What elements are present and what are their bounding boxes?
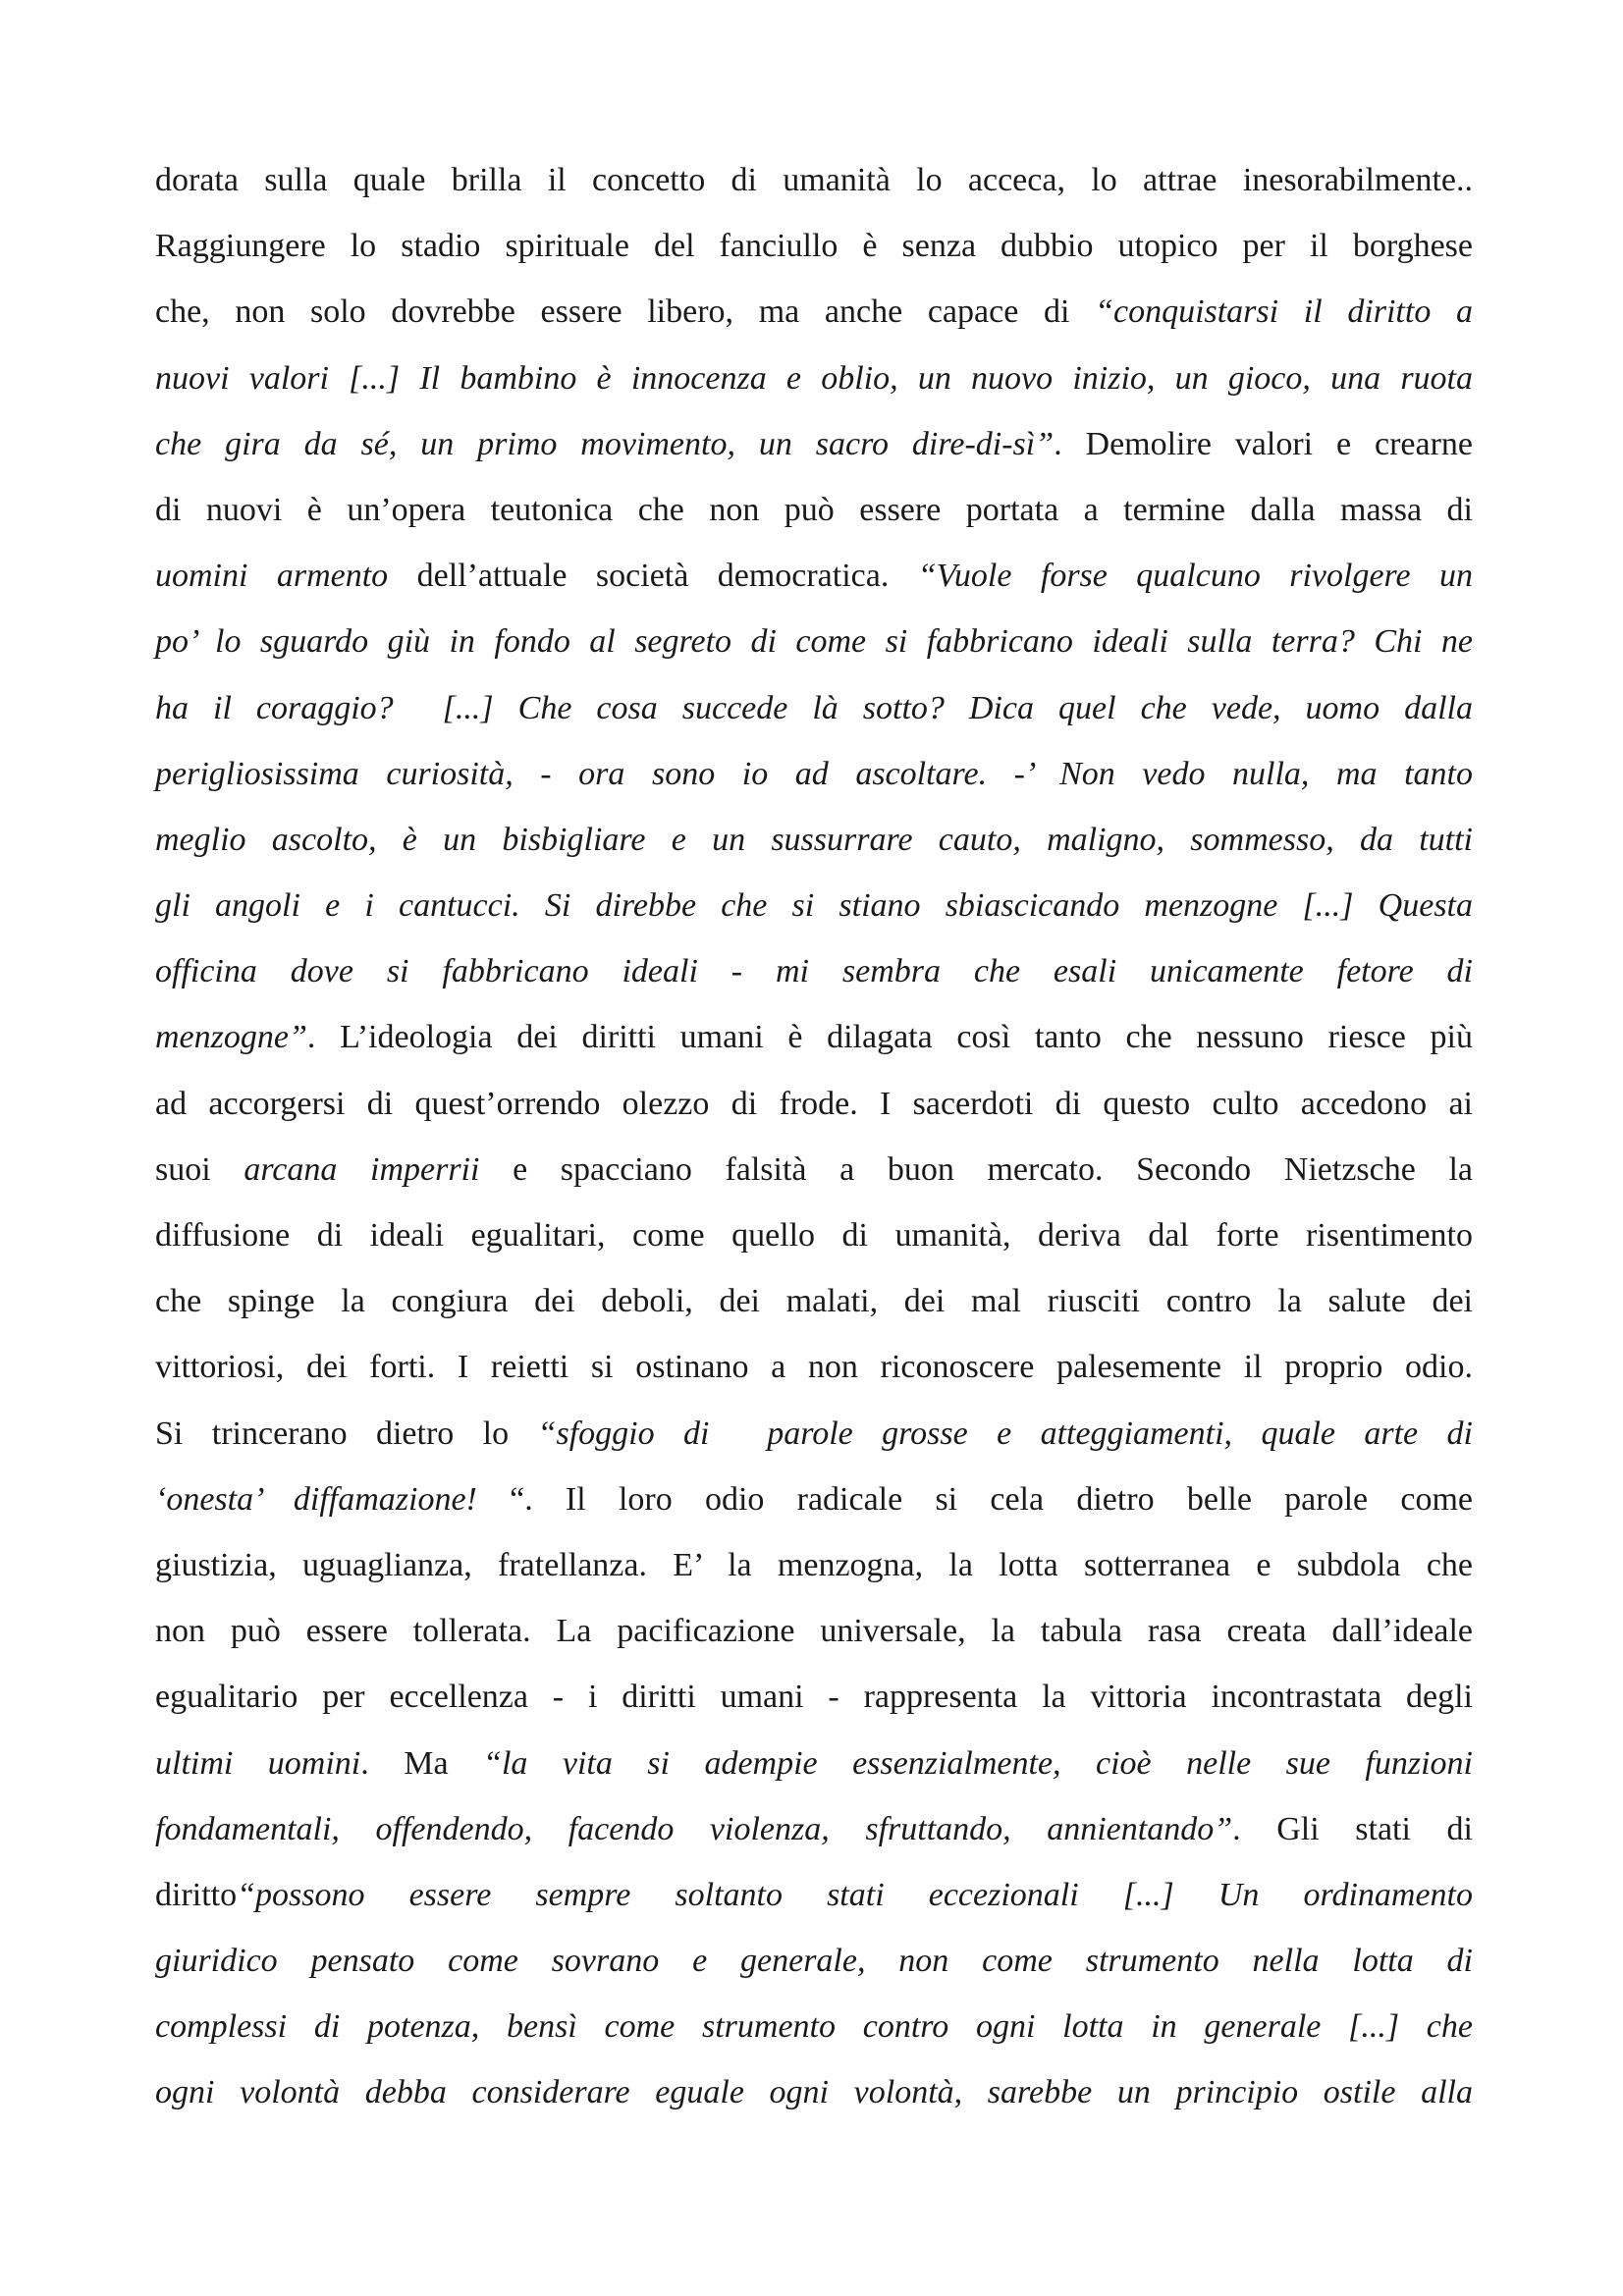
text-line — [155, 1467, 1473, 1532]
italic-quote-segment: uomini armento — [155, 558, 389, 595]
italic-quote-segment: fondamentali, offendendo, facendo violenza, sfruttando, annientando” — [155, 1810, 1233, 1847]
italic-quote-segment: “Vuole forse qualcuno rivolgere un — [917, 558, 1473, 595]
italic-quote-segment: “conquistarsi il diritto a — [1095, 294, 1473, 331]
text-segment: non può essere tollerata. La pacificazione universale, la tabula rasa creata dall’ideale — [155, 1613, 1473, 1650]
text-line — [155, 1928, 1473, 1994]
text-body — [155, 147, 1473, 2126]
text-line — [155, 1268, 1473, 1334]
text-segment: Si trincerano dietro lo — [155, 1415, 538, 1452]
text-line — [155, 213, 1473, 279]
text-segment: Raggiungere lo stadio spirituale del fanciullo è senza dubbio utopico per il borghese — [155, 228, 1473, 265]
text-segment: suoi — [155, 1150, 244, 1188]
text-segment: vittoriosi, dei forti. I reietti si ostinano a non riconoscere palesemente il proprio odio. — [155, 1349, 1473, 1386]
text-line — [155, 346, 1473, 411]
italic-quote-segment: ‘onesta’ diffamazione! — [155, 1480, 511, 1518]
text-line — [155, 741, 1473, 807]
text-segment: diffusione di ideali egualitari, come quello di umanità, deriva dal forte risentimento — [155, 1217, 1473, 1254]
text-line — [155, 1137, 1473, 1202]
text-line — [155, 543, 1473, 609]
text-segment: dell’attuale società democratica. — [388, 558, 918, 595]
document-page — [155, 147, 1473, 2126]
text-line — [155, 411, 1473, 477]
text-line — [155, 147, 1473, 213]
text-line — [155, 477, 1473, 543]
italic-quote-segment: che gira da sé, un primo movimento, un sacro dire-di-sì” — [155, 425, 1055, 462]
text-segment: che, non solo dovrebbe essere libero, ma anche capace di — [155, 294, 1096, 331]
text-line — [155, 1532, 1473, 1598]
text-segment: . Demolire valori e crearne — [1054, 425, 1474, 462]
text-line — [155, 609, 1473, 674]
text-line — [155, 1731, 1473, 1796]
italic-quote-segment: gli angoli e i cantucci. Si direbbe che si stiano sbiascicando menzogne [...] Questa — [155, 887, 1473, 925]
italic-quote-segment: menzogne” — [155, 1019, 307, 1056]
text-segment: . L’ideologia dei diritti umani è dilagata così tanto che nessuno riesce più — [306, 1019, 1473, 1056]
italic-quote-segment: nuovi valori [...] Il bambino è innocenza e oblio, un nuovo inizio, un gioco, una ruota — [155, 359, 1473, 397]
text-segment: e spacciano falsità a buon mercato. Secondo Nietzsche la — [479, 1150, 1474, 1188]
text-line — [155, 1598, 1473, 1664]
italic-quote-segment: officina dove si fabbricano ideali - mi sembra che esali unicamente fetore di — [155, 953, 1473, 990]
italic-quote-segment: giuridico pensato come sovrano e generale, non come strumento nella lotta di — [155, 1943, 1473, 1980]
text-line — [155, 2059, 1473, 2125]
text-line — [155, 675, 1473, 741]
text-line — [155, 1664, 1473, 1730]
text-segment: . Gli stati di — [1232, 1810, 1473, 1847]
italic-quote-segment: perigliosissima curiosità, - ora sono io ad ascoltare. -’ Non vedo nulla, ma tanto — [155, 755, 1473, 792]
text-line — [155, 1202, 1473, 1268]
text-segment: “. Il loro odio radicale si cela dietro belle parole come — [510, 1480, 1473, 1518]
italic-quote-segment: ogni volontà debba considerare eguale ogni volontà, sarebbe un principio ostile alla — [155, 2074, 1473, 2111]
text-line — [155, 1862, 1473, 1928]
italic-quote-segment: meglio ascolto, è un bisbigliare e un sussurrare cauto, maligno, sommesso, da tutti — [155, 821, 1473, 858]
text-segment: ad accorgersi di quest’orrendo olezzo di frode. I sacerdoti di questo culto accedono ai — [155, 1085, 1473, 1122]
text-line — [155, 1994, 1473, 2059]
text-line — [155, 1334, 1473, 1400]
text-segment: diritto — [155, 1876, 238, 1913]
italic-quote-segment: “possono essere sempre soltanto stati eccezionali [...] Un ordinamento — [237, 1876, 1473, 1913]
text-line — [155, 1004, 1473, 1070]
italic-quote-segment: ha il coraggio? [...] Che cosa succede là sotto? Dica quel che vede, uomo dalla — [155, 689, 1473, 726]
text-line — [155, 873, 1473, 938]
text-line — [155, 1796, 1473, 1862]
italic-quote-segment: “la vita si adempie essenzialmente, cioè nelle sue funzioni — [483, 1744, 1474, 1782]
text-segment: che spinge la congiura dei deboli, dei malati, dei mal riusciti contro la salute dei — [155, 1283, 1473, 1320]
text-line — [155, 807, 1473, 873]
text-line — [155, 938, 1473, 1004]
italic-quote-segment: ultimi uomini — [155, 1744, 361, 1782]
text-line — [155, 279, 1473, 345]
text-segment: . Ma — [360, 1744, 484, 1782]
italic-quote-segment: po’ lo sguardo giù in fondo al segreto di come si fabbricano ideali sulla terra? Chi ne — [155, 623, 1473, 661]
text-segment: egualitario per eccellenza - i diritti umani - rappresenta la vittoria incontrastata degli — [155, 1679, 1473, 1716]
italic-quote-segment: “sfoggio di parole grosse e atteggiamenti, quale arte di — [537, 1415, 1474, 1452]
italic-quote-segment: arcana imperrii — [243, 1150, 480, 1188]
text-segment: giustizia, uguaglianza, fratellanza. E’ la menzogna, la lotta sotterranea e subdola che — [155, 1546, 1473, 1583]
text-line — [155, 1071, 1473, 1137]
text-segment: dorata sulla quale brilla il concetto di umanità lo acceca, lo attrae inesorabilmente.. — [155, 162, 1473, 198]
italic-quote-segment: complessi di potenza, bensì come strumento contro ogni lotta in generale [...] che — [155, 2008, 1473, 2046]
text-segment: di nuovi è un’opera teutonica che non può essere portata a termine dalla massa di — [155, 491, 1473, 528]
text-line — [155, 1401, 1473, 1467]
